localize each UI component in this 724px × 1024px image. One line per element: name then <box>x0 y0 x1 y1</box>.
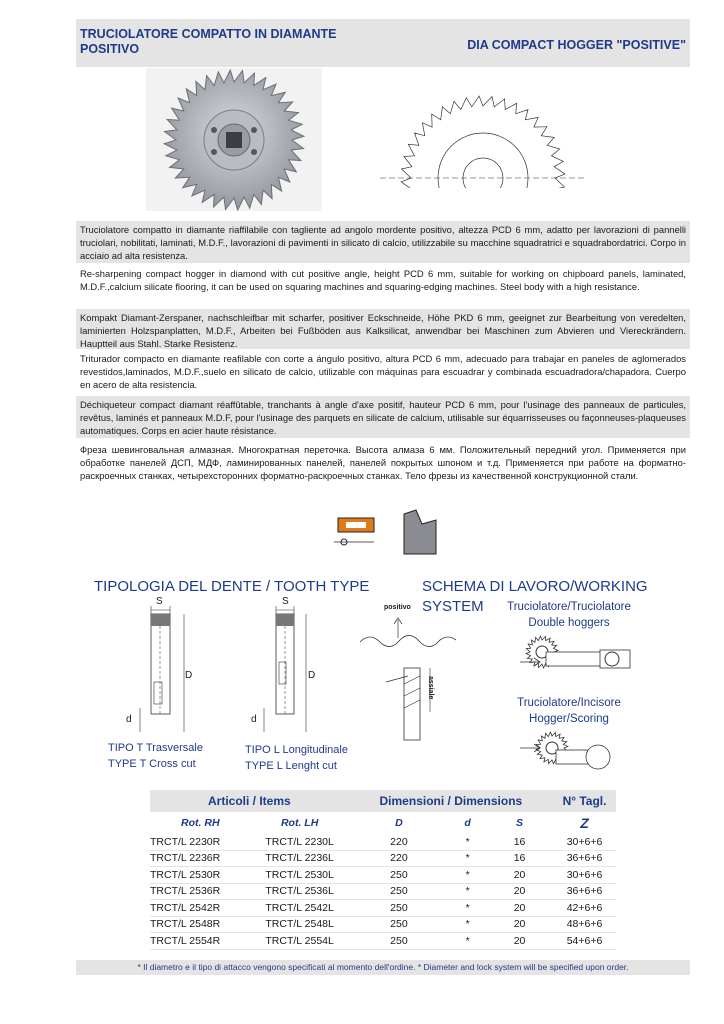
subheader-rot-rh: Rot. RH <box>181 817 220 829</box>
table-header-row <box>150 790 616 812</box>
type-l-caption-it: TIPO L Longitudinale <box>245 744 348 756</box>
type-t-caption-it: TIPO T Trasversale <box>108 742 203 754</box>
tooth-profile-icon <box>400 508 440 556</box>
cell-d: * <box>465 868 470 881</box>
D-label-t: D <box>185 670 193 681</box>
table-row <box>150 933 616 950</box>
header-dimensions: Dimensioni / Dimensions <box>379 794 523 808</box>
double-hogger-caption-en: Double hoggers <box>528 617 610 629</box>
type-t-caption-en: TYPE T Cross cut <box>108 758 196 770</box>
work-scheme-heading-1: SCHEMA DI LAVORO/WORKING <box>422 578 648 595</box>
cell-rot-lh: TRCT/L 2542L <box>265 901 334 914</box>
cell-S: 16 <box>513 852 526 865</box>
product-photo <box>146 68 322 211</box>
table-row <box>150 883 616 900</box>
description-german: Kompakt Diamant-Zerspaner, nachschleifbar mit scharfer, positiver Eckschneide, Höhe PKD 6 mm, geeignet zur Bearbeitung von veredelten, laminierten Holzspanplatten, M.D.F., Arbeiten bei Fußböden aus Kalksilicat, anwendbar bei Maschinen zum Abvieren und Viereckrändern. Hauptteil aus Stahl. Starke Resistenz. <box>76 309 690 349</box>
cell-S: 20 <box>513 868 526 881</box>
tooth-type-l-drawing <box>246 596 326 740</box>
cell-D: 250 <box>390 885 408 898</box>
cell-Z: 36+6+6 <box>566 885 603 898</box>
cell-Z: 30+6+6 <box>566 835 603 848</box>
table-row <box>150 867 616 884</box>
positivo-label: positivo <box>384 604 411 611</box>
description-russian: Фреза шевинговальная алмазная. Многократная переточка. Высота алмаза 6 мм. Положительный передний угол. Применяется при обработке панелей ДСП, МДФ, ламинированных панелей, панелей покрытых шпоном и т.д. Применяется при работе на форматно-раскроечных станках, четырехсторонних форматно-раскроечных станках. Тело фрезы из качественной конструкционной стали. <box>80 444 686 482</box>
cell-S: 16 <box>513 835 526 848</box>
scoring-caption-en: Hogger/Scoring <box>529 713 609 725</box>
cell-Z: 54+6+6 <box>566 934 603 947</box>
items-table <box>150 790 616 950</box>
cell-D: 250 <box>390 868 408 881</box>
saw-technical-drawing <box>375 88 590 188</box>
cell-rot-rh: TRCT/L 2536R <box>150 885 221 898</box>
cell-d: * <box>465 852 470 865</box>
cell-rot-lh: TRCT/L 2230L <box>265 835 334 848</box>
saw-outline-shape <box>401 96 565 188</box>
cell-rot-rh: TRCT/L 2530R <box>150 868 221 881</box>
subheader-d: d <box>464 817 471 829</box>
scoring-caption-it: Truciolatore/Incisore <box>517 697 621 709</box>
cell-Z: 36+6+6 <box>566 852 603 865</box>
D-label-l: D <box>308 670 316 681</box>
table-row <box>150 916 616 933</box>
subheader-rot-lh: Rot. LH <box>280 817 319 829</box>
description-italian: Truciolatore compatto in diamante riaffilabile con tagliente ad angolo mordente positivo, altezza PCD 6 mm, adatto per lavorazioni di pannelli truciolari, nobilitati, laminati, M.D.F., lavorazioni di pavimenti in silicato di calcio, utilizzabile su macchine squadratrici e squadrabordatrici. Corpo in acciaio ad alta resistenza. <box>76 221 690 263</box>
cell-D: 220 <box>390 835 408 848</box>
cell-rot-lh: TRCT/L 2536L <box>265 885 334 898</box>
double-hogger-caption-it: Truciolatore/Truciolatore <box>507 601 631 613</box>
cell-D: 250 <box>390 918 408 931</box>
table-row <box>150 850 616 867</box>
cell-d: * <box>465 918 470 931</box>
work-scheme-heading-2: SYSTEM <box>422 598 484 615</box>
cell-D: 250 <box>390 934 408 947</box>
cutting-angle-drawing <box>358 612 458 742</box>
description-french: Déchiqueteur compact diamant réaffûtable, tranchants à angle d'axe positif, hauteur PCD 6 mm, pour l'usinage des panneaux de particules, revêtus, laminés et panneaux M.D.F, pour l'usinage des parquets en silicate de calcium, utilisable sur équarrisseuses ou façonneuses-plaqueuses automatiques. Corps en acier haute résistance. <box>76 396 690 438</box>
description-english: Re-sharpening compact hogger in diamond with cut positive angle, height PCD 6 mm, suitable for working on chipboard panels, laminated, M.D.F.,calcium silicate flooring, it can be used on squaring machines and squaring-edging machines. Steel body with a high resistance. <box>80 268 686 293</box>
cell-rot-rh: TRCT/L 2554R <box>150 934 221 947</box>
cell-D: 220 <box>390 852 408 865</box>
insert-icon <box>330 512 378 552</box>
double-hogger-diagram <box>516 632 636 682</box>
title-italian: TRUCIOLATORE COMPATTO IN DIAMANTE POSITIVO <box>80 27 337 56</box>
description-spanish: Triturador compacto en diamante reafilable con corte a ángulo positivo, altura PCD 6 mm, adecuado para trabajar en paneles de aglomerados revestidos,laminados, M.D.F.,suelo en silicato de calcio, utilizable con máquinas para escuadrar y combinada escuadradora/chapadora. Cuerpo en acero de alta resistencia. <box>80 353 686 391</box>
cell-S: 20 <box>513 918 526 931</box>
tooth-type-heading: TIPOLOGIA DEL DENTE / TOOTH TYPE <box>94 578 370 595</box>
assiale-label: assiale <box>427 676 434 700</box>
header-teeth: N° Tagl. <box>562 794 607 808</box>
cell-rot-lh: TRCT/L 2236L <box>265 852 334 865</box>
cell-d: * <box>465 835 470 848</box>
cell-rot-rh: TRCT/L 2230R <box>150 835 221 848</box>
cell-rot-rh: TRCT/L 2548R <box>150 918 221 931</box>
cell-Z: 42+6+6 <box>566 901 603 914</box>
cell-d: * <box>465 885 470 898</box>
table-row <box>150 900 616 917</box>
d-label-l: d <box>251 714 257 725</box>
d-label-t: d <box>126 714 132 725</box>
cell-S: 20 <box>513 934 526 947</box>
title-english: DIA COMPACT HOGGER "POSITIVE" <box>467 38 686 52</box>
cell-S: 20 <box>513 885 526 898</box>
cell-rot-rh: TRCT/L 2236R <box>150 852 221 865</box>
cell-rot-lh: TRCT/L 2554L <box>265 934 334 947</box>
cell-rot-lh: TRCT/L 2548L <box>265 918 334 931</box>
table-row <box>150 834 616 850</box>
cell-d: * <box>465 934 470 947</box>
cell-S: 20 <box>513 901 526 914</box>
cell-D: 250 <box>390 901 408 914</box>
cell-rot-lh: TRCT/L 2530L <box>265 868 334 881</box>
type-l-caption-en: TYPE L Lenght cut <box>245 760 337 772</box>
s-label-l: S <box>282 596 289 607</box>
footnote: * Il diametro e il tipo di attacco vengono specificati al momento dell'ordine. * Diameter and lock system will be specified upon order. <box>76 960 690 975</box>
cell-d: * <box>465 901 470 914</box>
cell-Z: 30+6+6 <box>566 868 603 881</box>
header-items: Articoli / Items <box>207 794 291 808</box>
cell-Z: 48+6+6 <box>566 918 603 931</box>
subheader-Z: Z <box>580 815 589 831</box>
table-subheader-row <box>150 812 616 834</box>
subheader-D: D <box>395 817 403 829</box>
cell-rot-rh: TRCT/L 2542R <box>150 901 221 914</box>
subheader-S: S <box>516 817 524 829</box>
scoring-diagram <box>516 730 636 776</box>
s-label-t: S <box>156 596 163 607</box>
